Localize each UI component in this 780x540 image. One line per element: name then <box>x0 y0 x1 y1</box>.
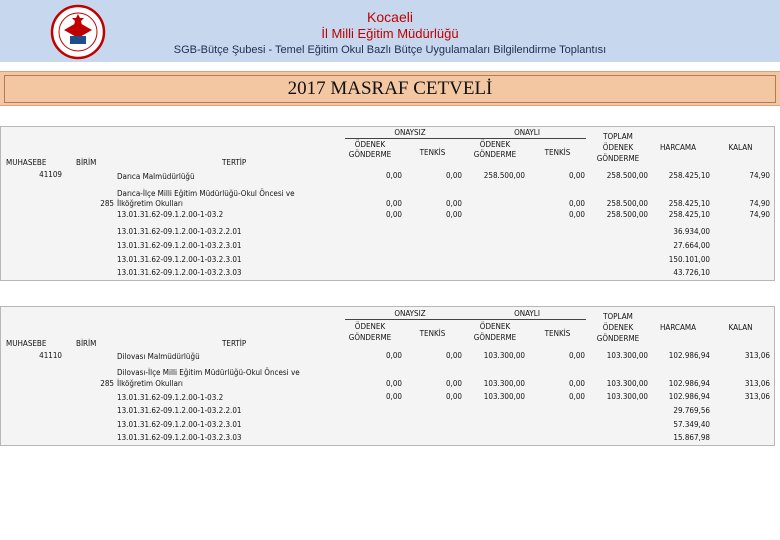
cell-harcama: 102.986,94 <box>668 351 710 360</box>
cell-onaysiz-odenek: 0,00 <box>385 210 402 219</box>
unit-code: 285 <box>100 379 114 388</box>
header-tertip: TERTİP <box>222 339 247 348</box>
cell-onayli-odenek: 103.300,00 <box>483 379 525 388</box>
header-odenek-1: ÖDENEK <box>354 140 386 149</box>
cell-onaysiz-tenkis: 0,00 <box>445 379 462 388</box>
row-tertip: Dilovası Malmüdürlüğü <box>117 352 200 361</box>
cell-harcama: 43.726,10 <box>673 268 710 277</box>
row-tertip: 13.01.31.62-09.1.2.00-1-03.2.3.01 <box>117 241 242 250</box>
row-tertip: 13.01.31.62-09.1.2.00-1-03.2.2.01 <box>117 227 242 236</box>
row-tertip: 13.01.31.62-09.1.2.00-1-03.2.3.03 <box>117 433 242 442</box>
cell-kalan: 74,90 <box>749 171 770 180</box>
header-toplam-3: GÖNDERME <box>596 154 640 163</box>
cell-toplam: 258.500,00 <box>606 199 648 208</box>
header-birim: BİRİM <box>76 339 97 348</box>
header-toplam-1: TOPLAM <box>603 132 633 141</box>
cell-onaysiz-tenkis: 0,00 <box>445 199 462 208</box>
cell-harcama: 29.769,56 <box>673 406 710 415</box>
cell-toplam: 103.300,00 <box>606 379 648 388</box>
cell-kalan: 313,06 <box>744 392 770 401</box>
row-tertip: 13.01.31.62-09.1.2.00-1-03.2 <box>117 210 224 219</box>
header-gonderme-2: GÖNDERME <box>473 150 517 159</box>
header-birim: BİRİM <box>76 158 97 167</box>
cell-toplam: 258.500,00 <box>606 171 648 180</box>
cell-onayli-tenkis: 0,00 <box>568 210 585 219</box>
cell-onaysiz-odenek: 0,00 <box>385 171 402 180</box>
cell-kalan: 74,90 <box>749 199 770 208</box>
header-odenek-1: ÖDENEK <box>354 322 386 331</box>
cell-toplam: 258.500,00 <box>606 210 648 219</box>
header-tertip: TERTİP <box>222 158 247 167</box>
muhasebe-code: 41109 <box>39 170 62 179</box>
cell-harcama: 258.425,10 <box>668 210 710 219</box>
header-toplam-2: ÖDENEK <box>602 143 634 152</box>
cell-onayli-odenek: 103.300,00 <box>483 351 525 360</box>
cell-onaysiz-odenek: 0,00 <box>385 379 402 388</box>
cell-onaysiz-tenkis: 0,00 <box>445 171 462 180</box>
cell-harcama: 258.425,10 <box>668 171 710 180</box>
header-onayli: ONAYLI <box>468 128 586 139</box>
cell-onaysiz-odenek: 0,00 <box>385 392 402 401</box>
row-tertip: İlköğretim Okulları <box>117 379 183 388</box>
header-gonderme-2: GÖNDERME <box>473 333 517 342</box>
cell-harcama: 102.986,94 <box>668 379 710 388</box>
row-tertip: Darıca-İlçe Milli Eğitim Müdürlüğü-Okul Öncesi ve <box>117 189 295 198</box>
cell-harcama: 36.934,00 <box>673 227 710 236</box>
row-tertip: 13.01.31.62-09.1.2.00-1-03.2.3.03 <box>117 268 242 277</box>
row-tertip: 13.01.31.62-09.1.2.00-1-03.2 <box>117 393 224 402</box>
cell-onayli-odenek: 258.500,00 <box>483 171 525 180</box>
header-onaysiz: ONAYSIZ <box>345 309 475 320</box>
row-tertip: Dilovası-İlçe Milli Eğitim Müdürlüğü-Okul Öncesi ve <box>117 368 300 377</box>
header-tenkis-2: TENKİS <box>544 329 571 338</box>
cell-harcama: 27.664,00 <box>673 241 710 250</box>
page-title: 2017 MASRAF CETVELİ <box>4 75 776 103</box>
cell-harcama: 258.425,10 <box>668 199 710 208</box>
cell-kalan: 313,06 <box>744 351 770 360</box>
row-tertip: Darıca Malmüdürlüğü <box>117 172 195 181</box>
page-header <box>0 0 780 62</box>
header-onaysiz: ONAYSIZ <box>345 128 475 139</box>
row-tertip: 13.01.31.62-09.1.2.00-1-03.2.3.01 <box>117 255 242 264</box>
cell-harcama: 57.349,40 <box>673 420 710 429</box>
cell-kalan: 74,90 <box>749 210 770 219</box>
header-toplam-1: TOPLAM <box>603 312 633 321</box>
cell-onaysiz-odenek: 0,00 <box>385 351 402 360</box>
header-toplam-3: GÖNDERME <box>596 334 640 343</box>
cell-harcama: 102.986,94 <box>668 392 710 401</box>
header-tenkis-1: TENKİS <box>419 329 446 338</box>
row-tertip: 13.01.31.62-09.1.2.00-1-03.2.3.01 <box>117 420 242 429</box>
muhasebe-code: 41110 <box>39 351 62 360</box>
header-gonderme-1: GÖNDERME <box>348 333 392 342</box>
row-tertip: İlköğretim Okulları <box>117 199 183 208</box>
cell-toplam: 103.300,00 <box>606 392 648 401</box>
header-tenkis-2: TENKİS <box>544 148 571 157</box>
cell-onaysiz-tenkis: 0,00 <box>445 392 462 401</box>
cell-onaysiz-tenkis: 0,00 <box>445 351 462 360</box>
cell-onayli-tenkis: 0,00 <box>568 392 585 401</box>
cell-harcama: 150.101,00 <box>668 255 710 264</box>
header-toplam-2: ÖDENEK <box>602 323 634 332</box>
header-kalan: KALAN <box>728 143 753 152</box>
header-city: Kocaeli <box>367 9 413 25</box>
cell-onayli-tenkis: 0,00 <box>568 351 585 360</box>
header-harcama: HARCAMA <box>659 323 697 332</box>
cell-onayli-odenek: 103.300,00 <box>483 392 525 401</box>
cell-harcama: 15.867,98 <box>673 433 710 442</box>
unit-code: 285 <box>100 199 114 208</box>
header-muhasebe: MUHASEBE <box>6 158 47 167</box>
title-bar <box>0 71 780 106</box>
header-muhasebe: MUHASEBE <box>6 339 47 348</box>
header-odenek-2: ÖDENEK <box>479 140 511 149</box>
header-tenkis-1: TENKİS <box>419 148 446 157</box>
header-odenek-2: ÖDENEK <box>479 322 511 331</box>
header-gonderme-1: GÖNDERME <box>348 150 392 159</box>
cell-onayli-tenkis: 0,00 <box>568 199 585 208</box>
cell-toplam: 103.300,00 <box>606 351 648 360</box>
header-harcama: HARCAMA <box>659 143 697 152</box>
cell-onaysiz-tenkis: 0,00 <box>445 210 462 219</box>
header-meeting: SGB-Bütçe Şubesi - Temel Eğitim Okul Bazlı Bütçe Uygulamaları Bilgilendirme Toplantısı <box>173 44 607 56</box>
cell-kalan: 313,06 <box>744 379 770 388</box>
cell-onaysiz-odenek: 0,00 <box>385 199 402 208</box>
header-directorate: İl Milli Eğitim Müdürlüğü <box>321 26 459 41</box>
header-onayli: ONAYLI <box>468 309 586 320</box>
row-tertip: 13.01.31.62-09.1.2.00-1-03.2.2.01 <box>117 406 242 415</box>
cell-onayli-tenkis: 0,00 <box>568 379 585 388</box>
cell-onayli-tenkis: 0,00 <box>568 171 585 180</box>
header-kalan: KALAN <box>728 323 753 332</box>
